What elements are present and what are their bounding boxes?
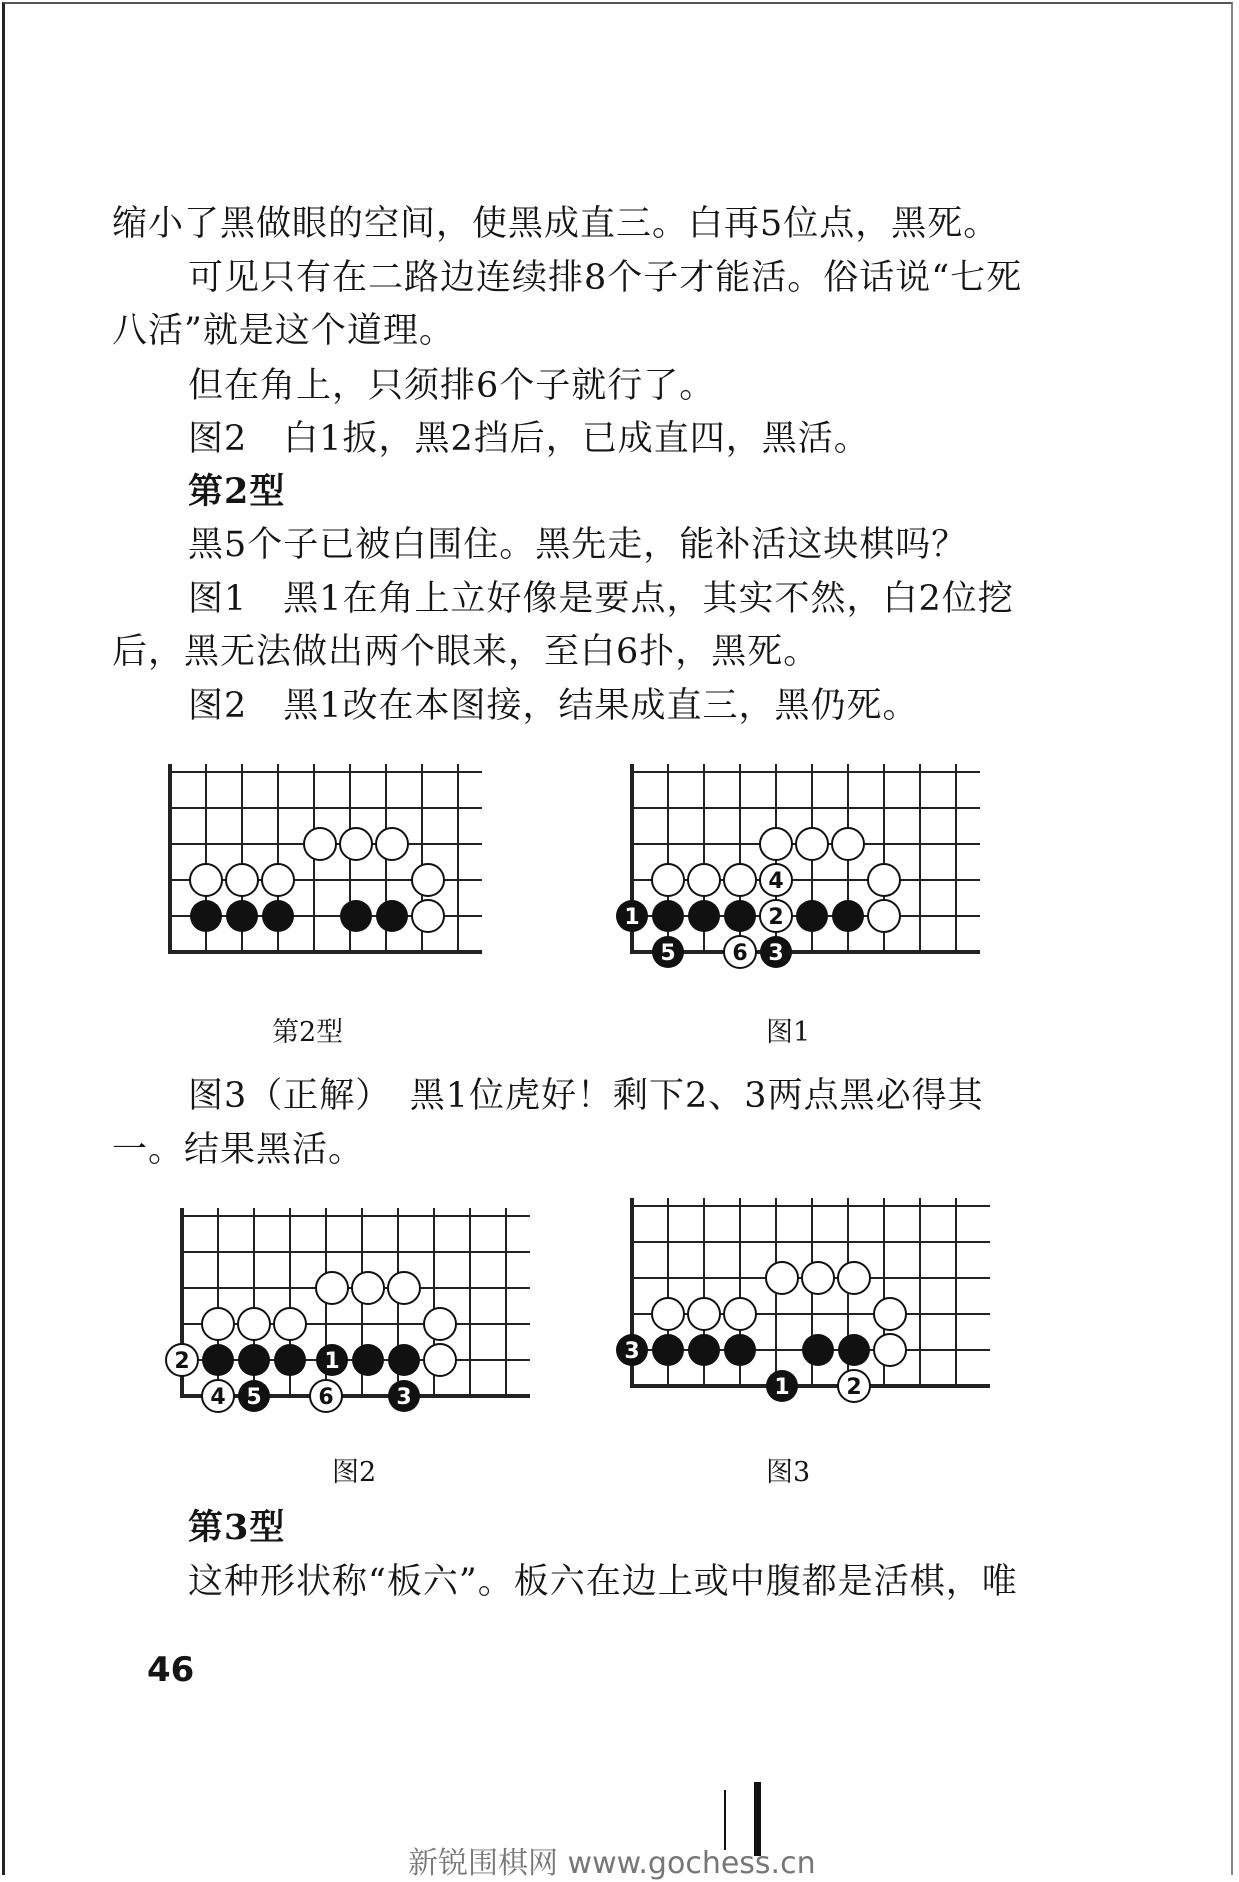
stone-label: 3 [624,1339,640,1364]
stone-label: 1 [324,1349,340,1374]
paragraph-line: 图3（正解） 黑1位虎好！剩下2、3两点黑必得其 [188,1076,984,1116]
diagram-caption: 图2 [332,1457,377,1488]
go-diagram-type2 [160,758,490,973]
stone-label: 6 [732,941,748,966]
watermark: 新锐围棋网 www.gochess.cn [408,1846,816,1881]
stone-label: 5 [660,941,676,966]
stone-label: 6 [318,1385,334,1410]
stone-label: 1 [624,905,640,930]
stone-label: 2 [846,1375,862,1400]
stone-label: 4 [768,869,784,894]
diagram-caption: 第2型 [272,1017,344,1048]
page-number: 46 [147,1650,195,1690]
go-diagram-fig3 [610,1192,1000,1422]
paragraph-line: 一。结果黑活。 [112,1130,365,1170]
stone-label: 3 [768,941,784,966]
paragraph-line: 图1 黑1在角上立好像是要点，其实不然，白2位挖 [188,579,1014,619]
section-heading: 第3型 [188,1507,286,1548]
stone-label: 2 [174,1349,190,1374]
paragraph-line: 图2 白1扳，黑2挡后，已成直四，黑活。 [188,419,870,459]
stone-label: 2 [768,905,784,930]
paragraph-line: 图2 黑1改在本图接，结果成直三，黑仍死。 [188,686,919,726]
stone-label: 1 [774,1375,790,1400]
section-heading: 第2型 [188,471,286,512]
paragraph-line: 这种形状称“板六”。板六在边上或中腹都是活棋，唯 [188,1562,1018,1602]
paragraph-line: 可见只有在二路边连续排8个子才能活。俗话说“七死 [188,258,1023,298]
stone-label: 5 [246,1385,262,1410]
paragraph-line: 但在角上，只须排6个子就行了。 [188,366,716,406]
go-diagram-fig2 [150,1202,540,1432]
stone-label: 4 [210,1385,226,1410]
diagram-caption: 图3 [766,1457,811,1488]
paragraph-line: 黑5个子已被白围住。黑先走，能补活这块棋吗？ [188,525,968,565]
paragraph-line: 后，黑无法做出两个眼来，至白6扑，黑死。 [112,632,820,672]
paragraph-line: 缩小了黑做眼的空间，使黑成直三。白再5位点，黑死。 [112,204,1000,244]
diagram-caption: 图1 [766,1017,811,1048]
paragraph-line: 八活”就是这个道理。 [112,311,455,351]
stone-label: 3 [396,1385,412,1410]
go-diagram-fig1 [610,758,990,988]
